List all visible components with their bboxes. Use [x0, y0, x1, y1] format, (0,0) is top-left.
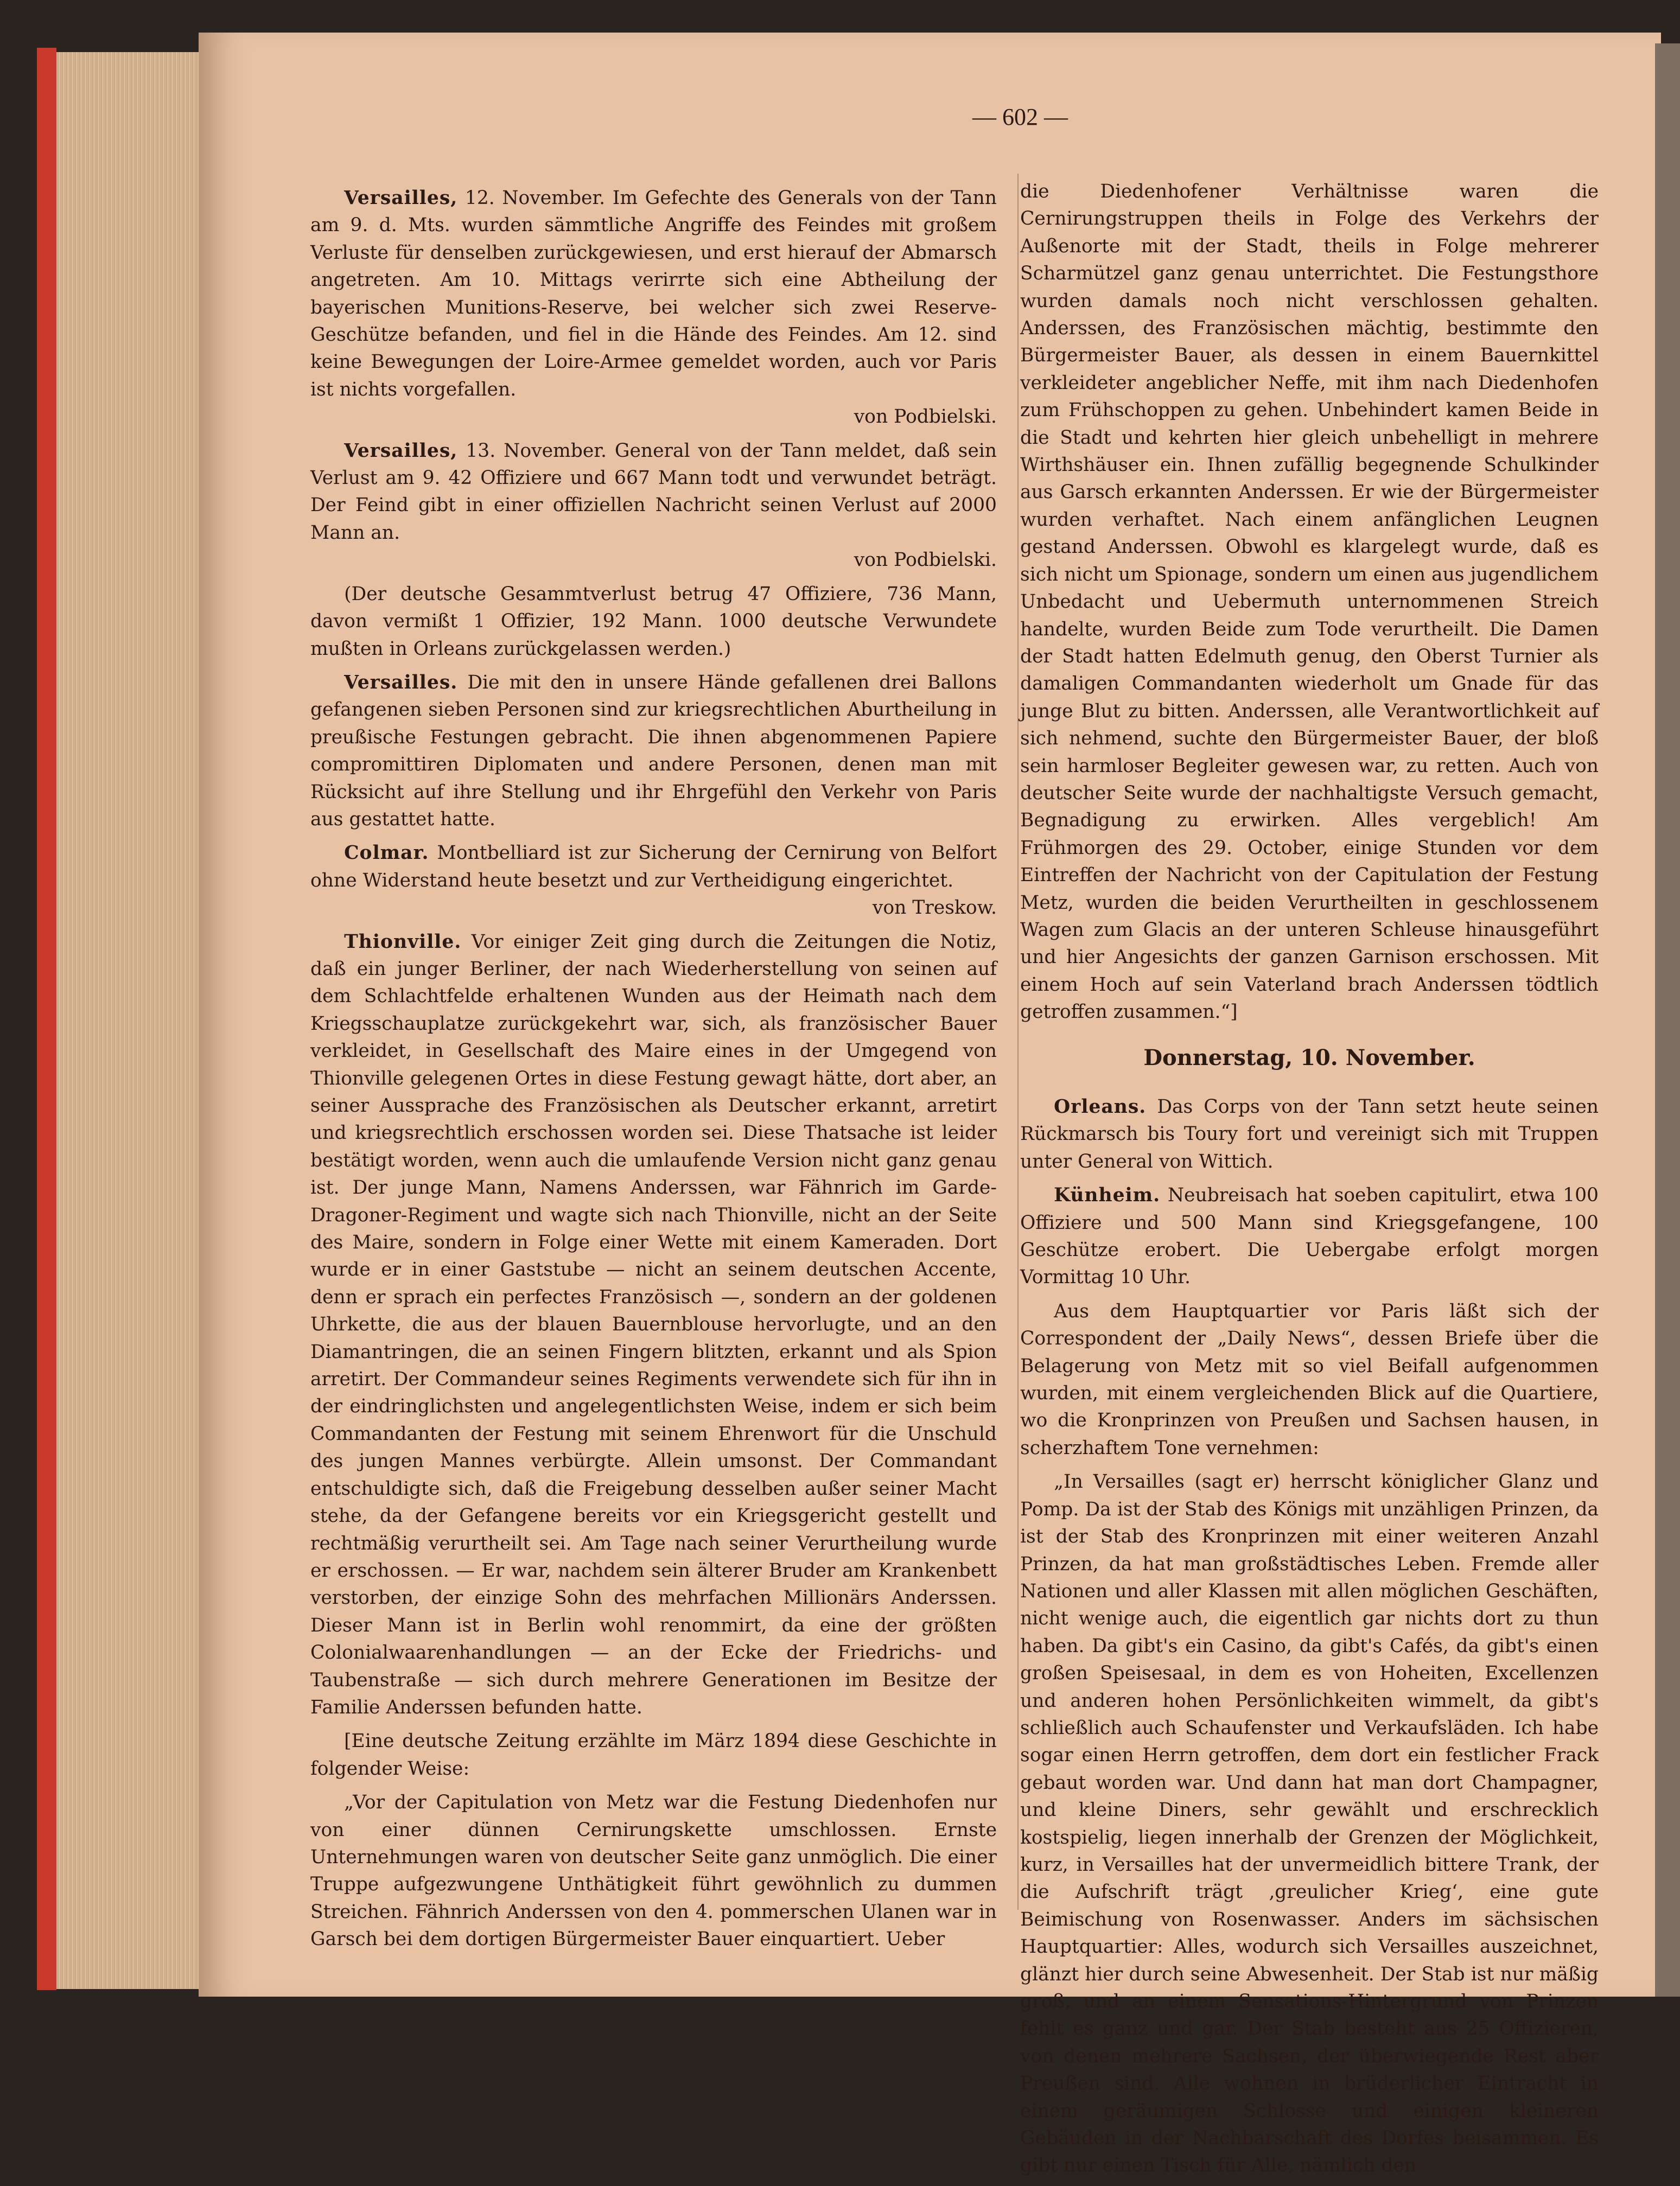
entry-colmar — [310, 839, 997, 921]
signature: von Podbielski. — [854, 406, 997, 428]
page-stack-edges — [56, 52, 199, 1989]
entry-heading: Versailles, — [344, 187, 458, 209]
entry-heading: Colmar. — [344, 842, 429, 864]
note-losses: (Der deutsche Gesammtverlust betrug 47 Offiziere, 736 Mann, davon vermißt 1 Offizier, 192 Mann. 1000 deutsche Verwundete mußten in Orleans zurückgelassen werden.) — [310, 583, 997, 660]
correspondent-quote: „In Versailles (sagt er) herrscht königlicher Glanz und Pomp. Da ist der Stab des Königs mit unzähligen Prinzen, da ist der Stab des Kronprinzen mit einer weiteren Anzahl Prinzen, da hat man großstädtisches Leben. Fremde aller Nationen und aller Klassen mit allen möglichen Geschäften, nicht wenige auch, die eigentlich gar nichts dort zu thun haben. Da gibt's ein Casino, da gibt's Cafés, da gibt's einen großen Speisesaal, in dem es von Hoheiten, Excellenzen und anderen hohen Persönlichkeiten wimmelt, da gibt's schließlich auch Schaufenster und Verkaufsläden. Ich habe sogar einen Herrn getroffen, dem dort ein festlicher Frack gebaut worden war. Und dann hat man dort Champagner, und kleine Diners, sehr gewählt und erschrecklich kostspielig, liegen innerhalb der Grenzen der Möglichkeit, kurz, in Versailles hat der unvermeidlich bittere Trank, der die Aufschrift trägt ‚greulicher Krieg‘, eine gute Beimischung von Rosenwasser. Anders im sächsischen Hauptquartier: Alles, wodurch sich Versailles auszeichnet, glänzt hier durch seine Abwesenheit. Der Stab ist nur mäßig groß, und an einem Sensations-Hintergrund von Prinzen fehlt es ganz und gar. Der Stab besteht aus 25 Offizieren, von denen mehrere Sachsen, der überwiegende Rest aber Preußen sind. Alle wohnen in brüderlicher Eintracht in einem geräumigen Schlosse und einigen kleineren Gebäuden in der Nachbarschaft des Dorfes beisammen. Es gibt nur einen Tisch für Alle, nämlich den — [1020, 1471, 1599, 2177]
correspondent-intro: Aus dem Hauptquartier vor Paris läßt sich der Correspondent der „Daily News“, dessen Briefe über die Belagerung von Metz mit so viel Beifall aufgenommen wurden, mit einem vergleichenden Blick auf die Quartiere, wo die Kronprinzen von Preußen und Sachsen hausen, in scherzhaftem Tone vernehmen: — [1020, 1300, 1599, 1459]
entry-orleans — [1020, 1093, 1599, 1175]
signature: von Podbielski. — [854, 549, 997, 571]
book-cover-edge — [37, 48, 56, 1990]
date-heading: Donnerstag, 10. November. — [1143, 1044, 1475, 1070]
quote-continuation: die Diedenhofener Verhältnisse waren die Cernirungstruppen theils in Folge des Verkehrs der Außenorte mit der Stadt, theils in Folge mehrerer Scharmützel ganz genau unterrichtet. Die Festungsthore wurden damals noch nicht verschlossen gehalten. Anderssen, des Französischen mächtig, bestimmte den Bürgermeister Bauer, als dessen in einem Bauernkittel verkleideter angeblicher Neffe, mit ihm nach Diedenhofen zum Frühschoppen zu gehen. Unbehindert kamen Beide in die Stadt und kehrten hier gleich unbehelligt in mehrere Wirthshäuser ein. Ihnen zufällig begegnende Schulkinder aus Garsch erkannten Anderssen. Er wie der Bürgermeister wurden verhaftet. Nach einem anfänglichen Leugnen gestand Anderssen. Obwohl es klargelegt wurde, daß es sich nicht um Spionage, sondern um einen aus jugendlichem Unbedacht und Uebermuth unternommenen Streich handelte, wurden Beide zum Tode verurtheilt. Die Damen der Stadt hatten Edelmuth genug, den Oberst Turnier als damaligen Commandanten wiederholt um Gnade für das junge Blut zu bitten. Anderssen, alle Verantwortlichkeit auf sich nehmend, suchte den Bürgermeister Bauer, der bloß sein harmloser Begleiter gewesen war, zu retten. Auch von deutscher Seite wurde der nachhaltigste Versuch gemacht, Begnadigung zu erwirken. Alles vergeblich! Am Frühmorgen des 29. October, einige Stunden vor dem Eintreffen der Nachricht von der Capitulation der Festung Metz, wurden die beiden Verurtheilten in geschlossenem Wagen zum Glacis an der unteren Schleuse hinausgeführt und hier Angesichts der ganzen Garnison erschossen. Mit einem Hoch auf sein Vaterland brach Anderssen tödtlich getroffen zusammen.“] — [1020, 181, 1599, 1023]
entry-heading: Versailles, — [344, 439, 458, 462]
entry-text: 12. November. Im Gefechte des Generals von der Tann am 9. d. Mts. wurden sämmtliche Angriffe des Feindes mit großem Verluste für denselben zurückgewiesen, und erst hierauf der Abmarsch angetreten. Am 10. Mittags verirrte sich eine Abtheilung der bayerischen Munitions-Reserve, bei welcher sich zwei Reserve-Geschütze befanden, und fiel in die Hände des Feindes. Am 12. sind keine Bewegungen der Loire-Armee gemeldet worden, auch vor Paris ist nichts vorgefallen. — [310, 187, 997, 400]
page-number: — 602 — — [972, 104, 1068, 130]
entry-text: Die mit den in unsere Hände gefallenen drei Ballons gefangenen sieben Personen sind zur kriegsrechtlichen Aburtheilung in preußische Festungen gebracht. Die ihnen abgenommenen Papiere compromittiren Diplomaten und andere Personen, denen man mit Rücksicht auf ihre Stellung und ihr Ehrgefühl den Verkehr von Paris aus gestattet hatte. — [310, 671, 997, 830]
entry-kuenheim — [1020, 1182, 1599, 1291]
quote-start: „Vor der Capitulation von Metz war die Festung Diedenhofen nur von einer dünnen Cernirungskette umschlossen. Ernste Unternehmungen waren von deutscher Seite ganz unmöglich. Die einer Truppe aufgezwungene Unthätigkeit führt gewöhnlich zu dummen Streichen. Fähnrich Anderssen von den 4. pommerschen Ulanen war in Garsch bei dem dortigen Bürgermeister Bauer einquartiert. Ueber — [310, 1792, 997, 1951]
entry-text: Das Corps von der Tann setzt heute seinen Rückmarsch bis Toury fort und vereinigt sich mit Truppen unter General von Wittich. — [1020, 1096, 1599, 1172]
entry-heading: Orleans. — [1054, 1096, 1147, 1118]
right-column — [1020, 178, 1599, 2186]
entry-thionville — [310, 928, 997, 1722]
column-divider — [1017, 174, 1019, 1910]
left-column — [310, 184, 997, 1960]
entry-text: Vor einiger Zeit ging durch die Zeitungen die Notiz, daß ein junger Berliner, der nach Wiederherstellung von seinen auf dem Schlachtfelde erhaltenen Wunden aus der Heimath nach dem Kriegsschauplatze zurückgekehrt war, sich, als französischer Bauer verkleidet, in Gesellschaft des Maire eines in der Umgegend von Thionville gelegenen Ortes in diese Festung gewagt hätte, dort aber, an seiner Aussprache des Französischen als Deutscher erkannt, arretirt und kriegsrechtlich erschossen worden sei. Diese Thatsache ist leider bestätigt worden, wenn auch die umlaufende Version nicht ganz genau ist. Der junge Mann, Namens Anderssen, war Fähnrich im Garde-Dragoner-Regiment und wagte sich nach Thionville, nicht an der Seite des Maire, sondern in Folge einer Wette mit einem Kameraden. Dort wurde er in einer Gaststube — nicht an seinem deutschen Accente, denn er sprach ein perfectes Französisch —, sondern an der goldenen Uhrkette, die aus der blauen Bauernblouse hervorlugte, und an den Diamantringen, die an seinen Fingern blitzten, erkannt und als Spion arretirt. Der Commandeur seines Regiments verwendete sich für ihn in der eindringlichsten und angelegentlichsten Weise, indem er sich beim Commandanten der Festung mit seinem Ehrenwort für die Unschuld des jungen Mannes verbürgte. Allein umsonst. Der Commandant entschuldigte sich, daß die Freigebung desselben außer seiner Macht stehe, da der Gefangene bereits vor ein Kriegsgericht gestellt und rechtmäßig verurtheilt sei. Am Tage nach seiner Verurtheilung wurde er erschossen. — Er war, nachdem sein älterer Bruder am Krankenbett verstorben, der einzige Sohn des mehrfachen Millionärs Anderssen. Dieser Mann ist in Berlin wohl renommirt, da eine der größten Colonialwaarenhandlungen — an der Ecke der Friedrichs- und Taubenstraße — sich durch mehrere Generationen im Besitze der Familie Anderssen befunden hatte. — [310, 931, 997, 1718]
entry-heading: Künheim. — [1054, 1184, 1161, 1207]
facing-page-edge — [1655, 43, 1680, 1997]
bracket-intro: [Eine deutsche Zeitung erzählte im März 1894 diese Geschichte in folgender Weise: — [310, 1730, 997, 1780]
entry-text: Montbelliard ist zur Sicherung der Cernirung von Belfort ohne Widerstand heute besetzt und zur Vertheidigung eingerichtet. — [310, 842, 997, 891]
entry-versailles-12-nov — [310, 184, 997, 431]
entry-heading: Thionville. — [344, 931, 462, 953]
entry-text: Neubreisach hat soeben capitulirt, etwa 100 Offiziere und 500 Mann sind Kriegsgefangene, 100 Geschütze erobert. Die Uebergabe erfolgt morgen Vormittag 10 Uhr. — [1020, 1184, 1599, 1289]
entry-versailles-ballons — [310, 669, 997, 833]
signature: von Treskow. — [872, 897, 997, 919]
entry-versailles-13-nov — [310, 437, 997, 574]
entry-heading: Versailles. — [344, 671, 458, 693]
entry-text: 13. November. General von der Tann meldet, daß sein Verlust am 9. 42 Offiziere und 667 Mann todt und verwundet beträgt. Der Feind gibt in einer offiziellen Nachricht seinen Verlust auf 2000 Mann an. — [310, 439, 997, 544]
